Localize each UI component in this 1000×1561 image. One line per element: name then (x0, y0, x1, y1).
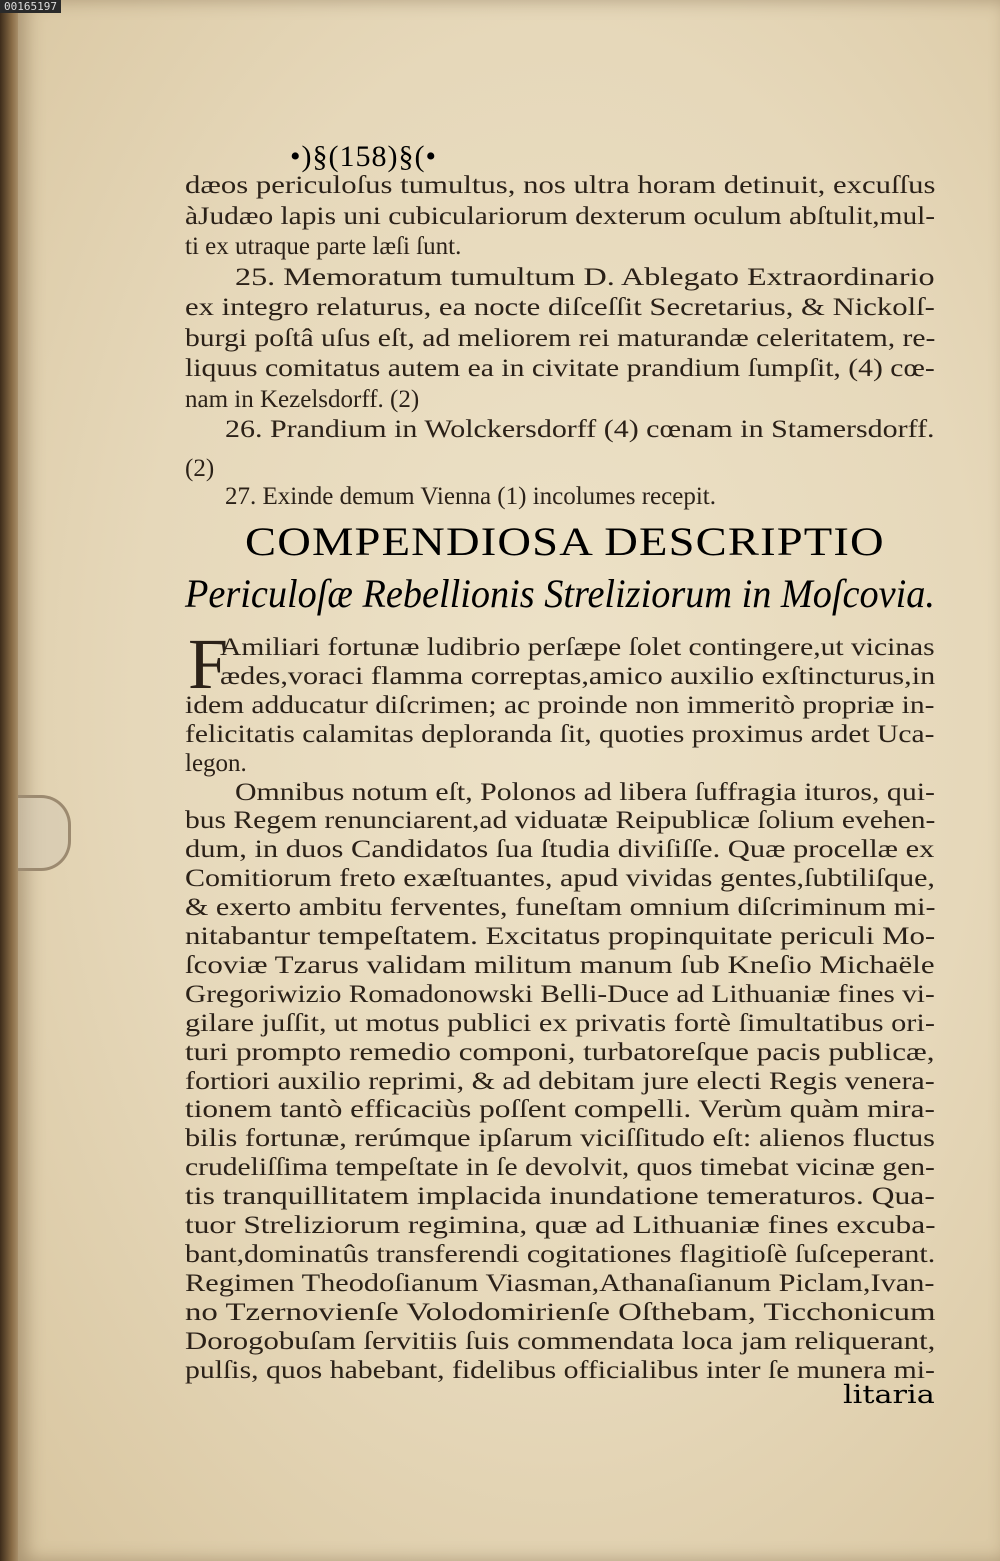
text-line: bilis fortunæ, rerúmque ipſarum viciſſitudo eſt: alienos fluctus (185, 1125, 935, 1153)
text-line: legon. (185, 749, 247, 777)
section-title: COMPENDIOSA DESCRIPTIO (245, 519, 885, 564)
text-line: ædes,voraci flamma correptas,amico auxilio exſtincturus,in (220, 662, 936, 690)
text-line: gilare juſſit, ut motus publici ex privatis fortè ſimultatibus ori- (185, 1009, 935, 1037)
text-line: Amiliari fortunæ ludibrio perſæpe ſolet contingere,ut vicinas (220, 634, 935, 661)
text-line: turi prompto remedio componi, turbatoreſque pacis publicæ, (185, 1038, 935, 1066)
text-line: no Tzernovienſe Volodomirienſe Oſthebam, Ticchonicum (185, 1298, 936, 1326)
scan-id-label: 00165197 (0, 0, 61, 13)
text-line: liquus comitatus autem ea in civitate prandium ſumpſit, (4) cœ- (185, 355, 935, 382)
text-line: bus Regem renunciarent,ad viduatæ Reipublicæ ſolium evehen- (185, 807, 936, 835)
text-line: Gregoriwizio Romadonowski Belli-Duce ad Lithuaniæ fines vi- (185, 980, 935, 1008)
page-number-header: •)§(158)§(• (290, 140, 437, 173)
page-clip (18, 795, 71, 871)
text-line: ti ex utraque parte læſi ſunt. (185, 233, 462, 260)
text-line: Omnibus notum eſt, Polonos ad libera ſuffragia ituros, qui- (235, 778, 935, 806)
text-line: fortiori auxilio reprimi, & ad debitam jure electi Regis venera- (185, 1067, 935, 1095)
text-line: 25. Memoratum tumultum D. Ablegato Extraordinario (235, 263, 935, 291)
text-line: (2) (185, 454, 215, 482)
section-subtitle: Periculoſæ Rebellionis Streliziorum in Moſcovia. (185, 571, 935, 616)
text-line: Dorogobuſam ſervitiis ſuis commendata loca jam reliquerant, (185, 1327, 936, 1355)
text-line: nitabantur tempeſtatem. Excitatus propinquitate periculi Mo- (185, 923, 936, 950)
text-line: bant,dominatûs transferendi cogitationes flagitioſè ſuſceperant. (185, 1240, 936, 1268)
text-line: àJudæo lapis uni cubiculariorum dexterum oculum abſtulit,mul- (185, 202, 936, 230)
text-line: dæos periculoſus tumultus, nos ultra horam detinuit, excuſſus (185, 172, 936, 199)
text-line: idem adducatur diſcrimen; ac proinde non immeritò propriæ in- (185, 691, 935, 719)
text-line: dum, in duos Candidatos ſua ſtudia diviſiſſe. Quæ procellæ ex (185, 836, 935, 864)
text-line: crudeliſſima tempeſtate in ſe devolvit, quos timebat vicinæ gen- (185, 1154, 935, 1182)
text-line: tuor Streliziorum regimina, quæ ad Lithuaniæ fines excuba- (185, 1212, 936, 1239)
text-line: Regimen Theodoſianum Viasman,Athanaſianum Piclam,Ivan- (185, 1269, 935, 1297)
text-line: felicitatis calamitas deploranda ſit, quoties proximus ardet Uca- (185, 720, 935, 748)
text-line: tionem tantò efficaciùs poſſent compelli. Verùm quàm mira- (185, 1096, 935, 1124)
text-line: ex integro relaturus, ea nocte diſceſſit Secretarius, & Nickolſ- (185, 294, 935, 321)
text-line: 26. Prandium in Wolckersdorff (4) cœnam in Stamersdorff. (225, 416, 935, 443)
text-line: pulſis, quos habebant, fidelibus officialibus inter ſe munera mi- (185, 1356, 935, 1384)
text-line: tis tranquillitatem implacida inundatione temeraturos. Qua- (185, 1183, 935, 1211)
drop-cap: F (188, 624, 229, 704)
text-line: & exerto ambitu ferventes, funeſtam omnium diſcriminum mi- (185, 894, 936, 922)
text-line: Comitiorum freto exæſtuantes, apud vividas gentes,ſubtiliſque, (185, 865, 935, 893)
text-line: burgi poſtâ uſus eſt, ad meliorem rei maturandæ celeritatem, re- (185, 324, 936, 352)
catchword: litaria (843, 1380, 935, 1409)
text-line: 27. Exinde demum Vienna (1) incolumes recepit. (225, 483, 716, 510)
text-line: nam in Kezelsdorff. (2) (185, 385, 420, 413)
text-line: ſcoviæ Tzarus validam militum manum ſub Kneſio Michaële (185, 951, 935, 979)
